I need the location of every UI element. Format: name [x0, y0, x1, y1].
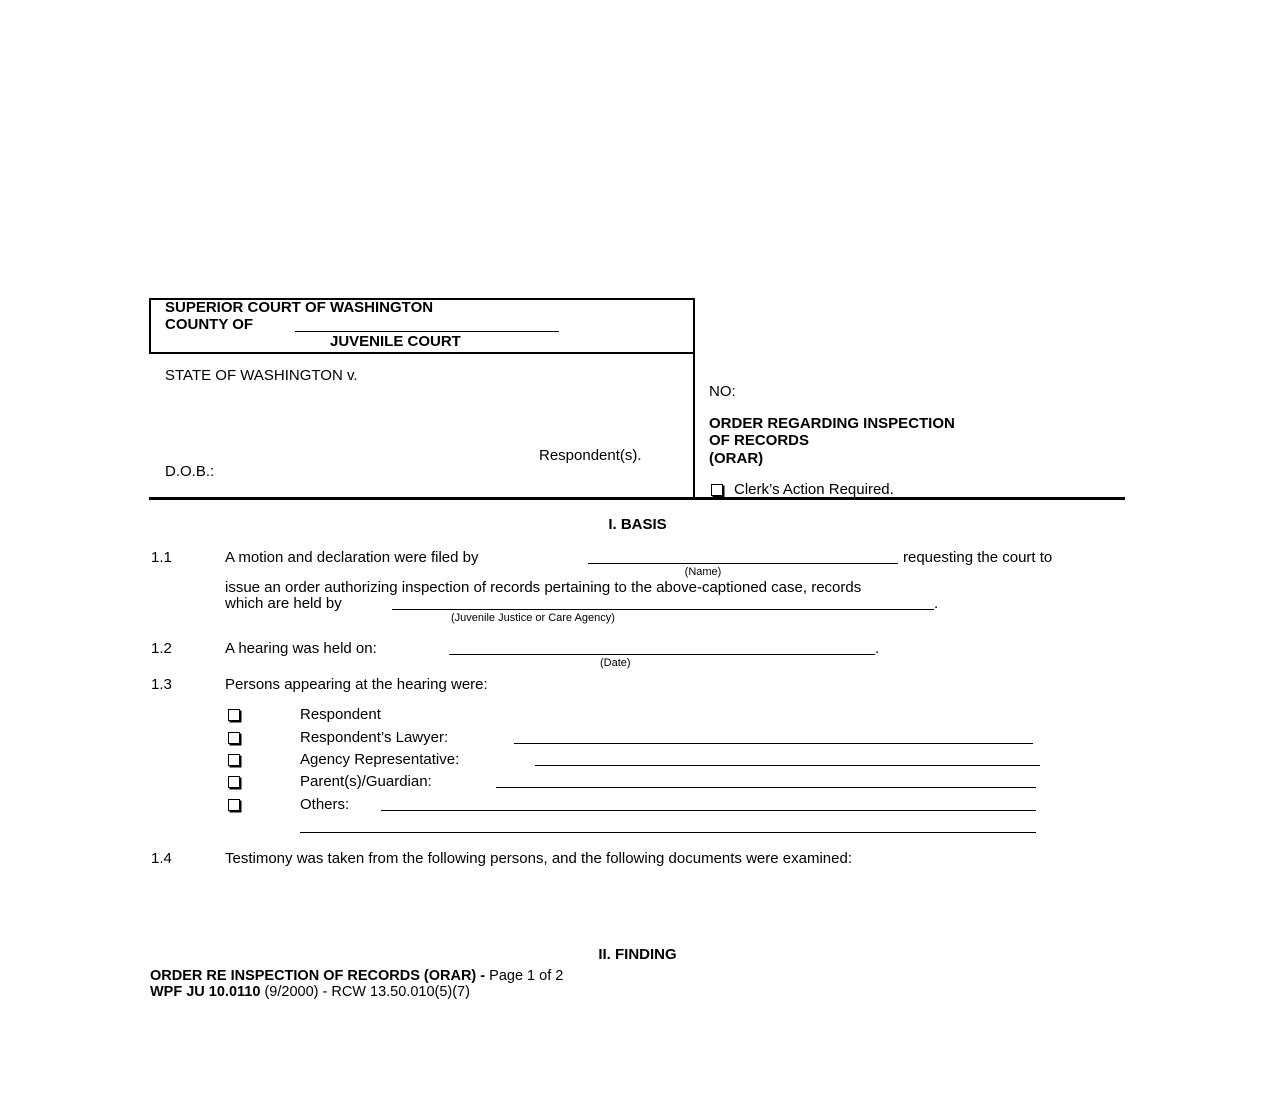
- para-1-3-text: Persons appearing at the hearing were:: [225, 676, 488, 693]
- respondents-lawyer-checkbox[interactable]: [228, 732, 240, 744]
- case-number-label: NO:: [709, 383, 736, 400]
- footer-form-title: ORDER RE INSPECTION OF RECORDS (ORAR) -: [150, 968, 486, 984]
- footer-line-2: [150, 984, 470, 1000]
- respondent-checkbox[interactable]: [228, 709, 240, 721]
- caption-bottom-rule: [149, 497, 1125, 500]
- para-1-4-number: 1.4: [151, 850, 172, 867]
- name-hint: (Name): [684, 566, 722, 578]
- para-1-1-number: 1.1: [151, 549, 172, 566]
- clerk-action-label: Clerk’s Action Required.: [734, 481, 894, 498]
- section-2-heading: II. FINDING: [598, 946, 677, 963]
- para-1-1-text-d: which are held by: [225, 595, 342, 612]
- court-title: SUPERIOR COURT OF WASHINGTON: [165, 299, 434, 316]
- para-1-1-text-c: issue an order authorizing inspection of records pertaining to the above-captioned case, records: [225, 579, 862, 596]
- para-1-1-text-a: A motion and declaration were filed by: [225, 549, 479, 566]
- agency-hint: (Juvenile Justice or Care Agency): [451, 612, 615, 624]
- footer-page-number: Page 1 of 2: [489, 968, 564, 984]
- order-title-line-1: ORDER REGARDING INSPECTION: [709, 415, 955, 432]
- others-checkbox[interactable]: [228, 799, 240, 811]
- respondents-lawyer-label: Respondent’s Lawyer:: [300, 729, 449, 746]
- respondents-lawyer-blank[interactable]: [514, 743, 1033, 744]
- state-line: STATE OF WASHINGTON v.: [165, 367, 358, 384]
- agency-representative-checkbox[interactable]: [228, 754, 240, 766]
- period: .: [934, 595, 939, 612]
- county-label: COUNTY OF: [165, 316, 254, 333]
- respondent-label: Respondent(s).: [539, 447, 642, 464]
- para-1-1-text-b: requesting the court to: [903, 549, 1053, 566]
- date-hint: (Date): [600, 657, 631, 669]
- section-1-heading: I. BASIS: [608, 516, 667, 533]
- footer-line-1: [150, 968, 563, 984]
- parent-guardian-checkbox[interactable]: [228, 776, 240, 788]
- agency-representative-blank[interactable]: [535, 765, 1040, 766]
- others-blank[interactable]: [381, 810, 1036, 811]
- agency-blank[interactable]: [392, 609, 934, 610]
- others-blank-2[interactable]: [300, 832, 1036, 833]
- para-1-2-number: 1.2: [151, 640, 172, 657]
- para-1-3-number: 1.3: [151, 676, 172, 693]
- juvenile-court-label: JUVENILE COURT: [330, 333, 461, 350]
- order-title-line-2: OF RECORDS: [709, 432, 810, 449]
- agency-representative-label: Agency Representative:: [300, 751, 460, 768]
- county-blank[interactable]: [295, 331, 559, 332]
- parent-guardian-blank[interactable]: [496, 787, 1036, 788]
- footer-form-id: WPF JU 10.0110: [150, 984, 261, 1000]
- clerk-action-checkbox[interactable]: [711, 484, 723, 496]
- footer-form-citation: (9/2000) - RCW 13.50.010(5)(7): [264, 984, 470, 1000]
- movant-name-blank[interactable]: [588, 563, 898, 564]
- order-title-line-3: (ORAR): [709, 450, 764, 467]
- parent-guardian-label: Parent(s)/Guardian:: [300, 773, 432, 790]
- hearing-date-blank[interactable]: [449, 654, 875, 655]
- para-1-2-text: A hearing was held on:: [225, 640, 377, 657]
- period: .: [875, 640, 880, 657]
- caption-divider: [693, 350, 695, 498]
- para-1-4-text: Testimony was taken from the following persons, and the following documents were examined:: [225, 850, 852, 867]
- respondent-label: Respondent: [300, 706, 381, 723]
- dob-label: D.O.B.:: [165, 463, 215, 480]
- others-label: Others:: [300, 796, 350, 813]
